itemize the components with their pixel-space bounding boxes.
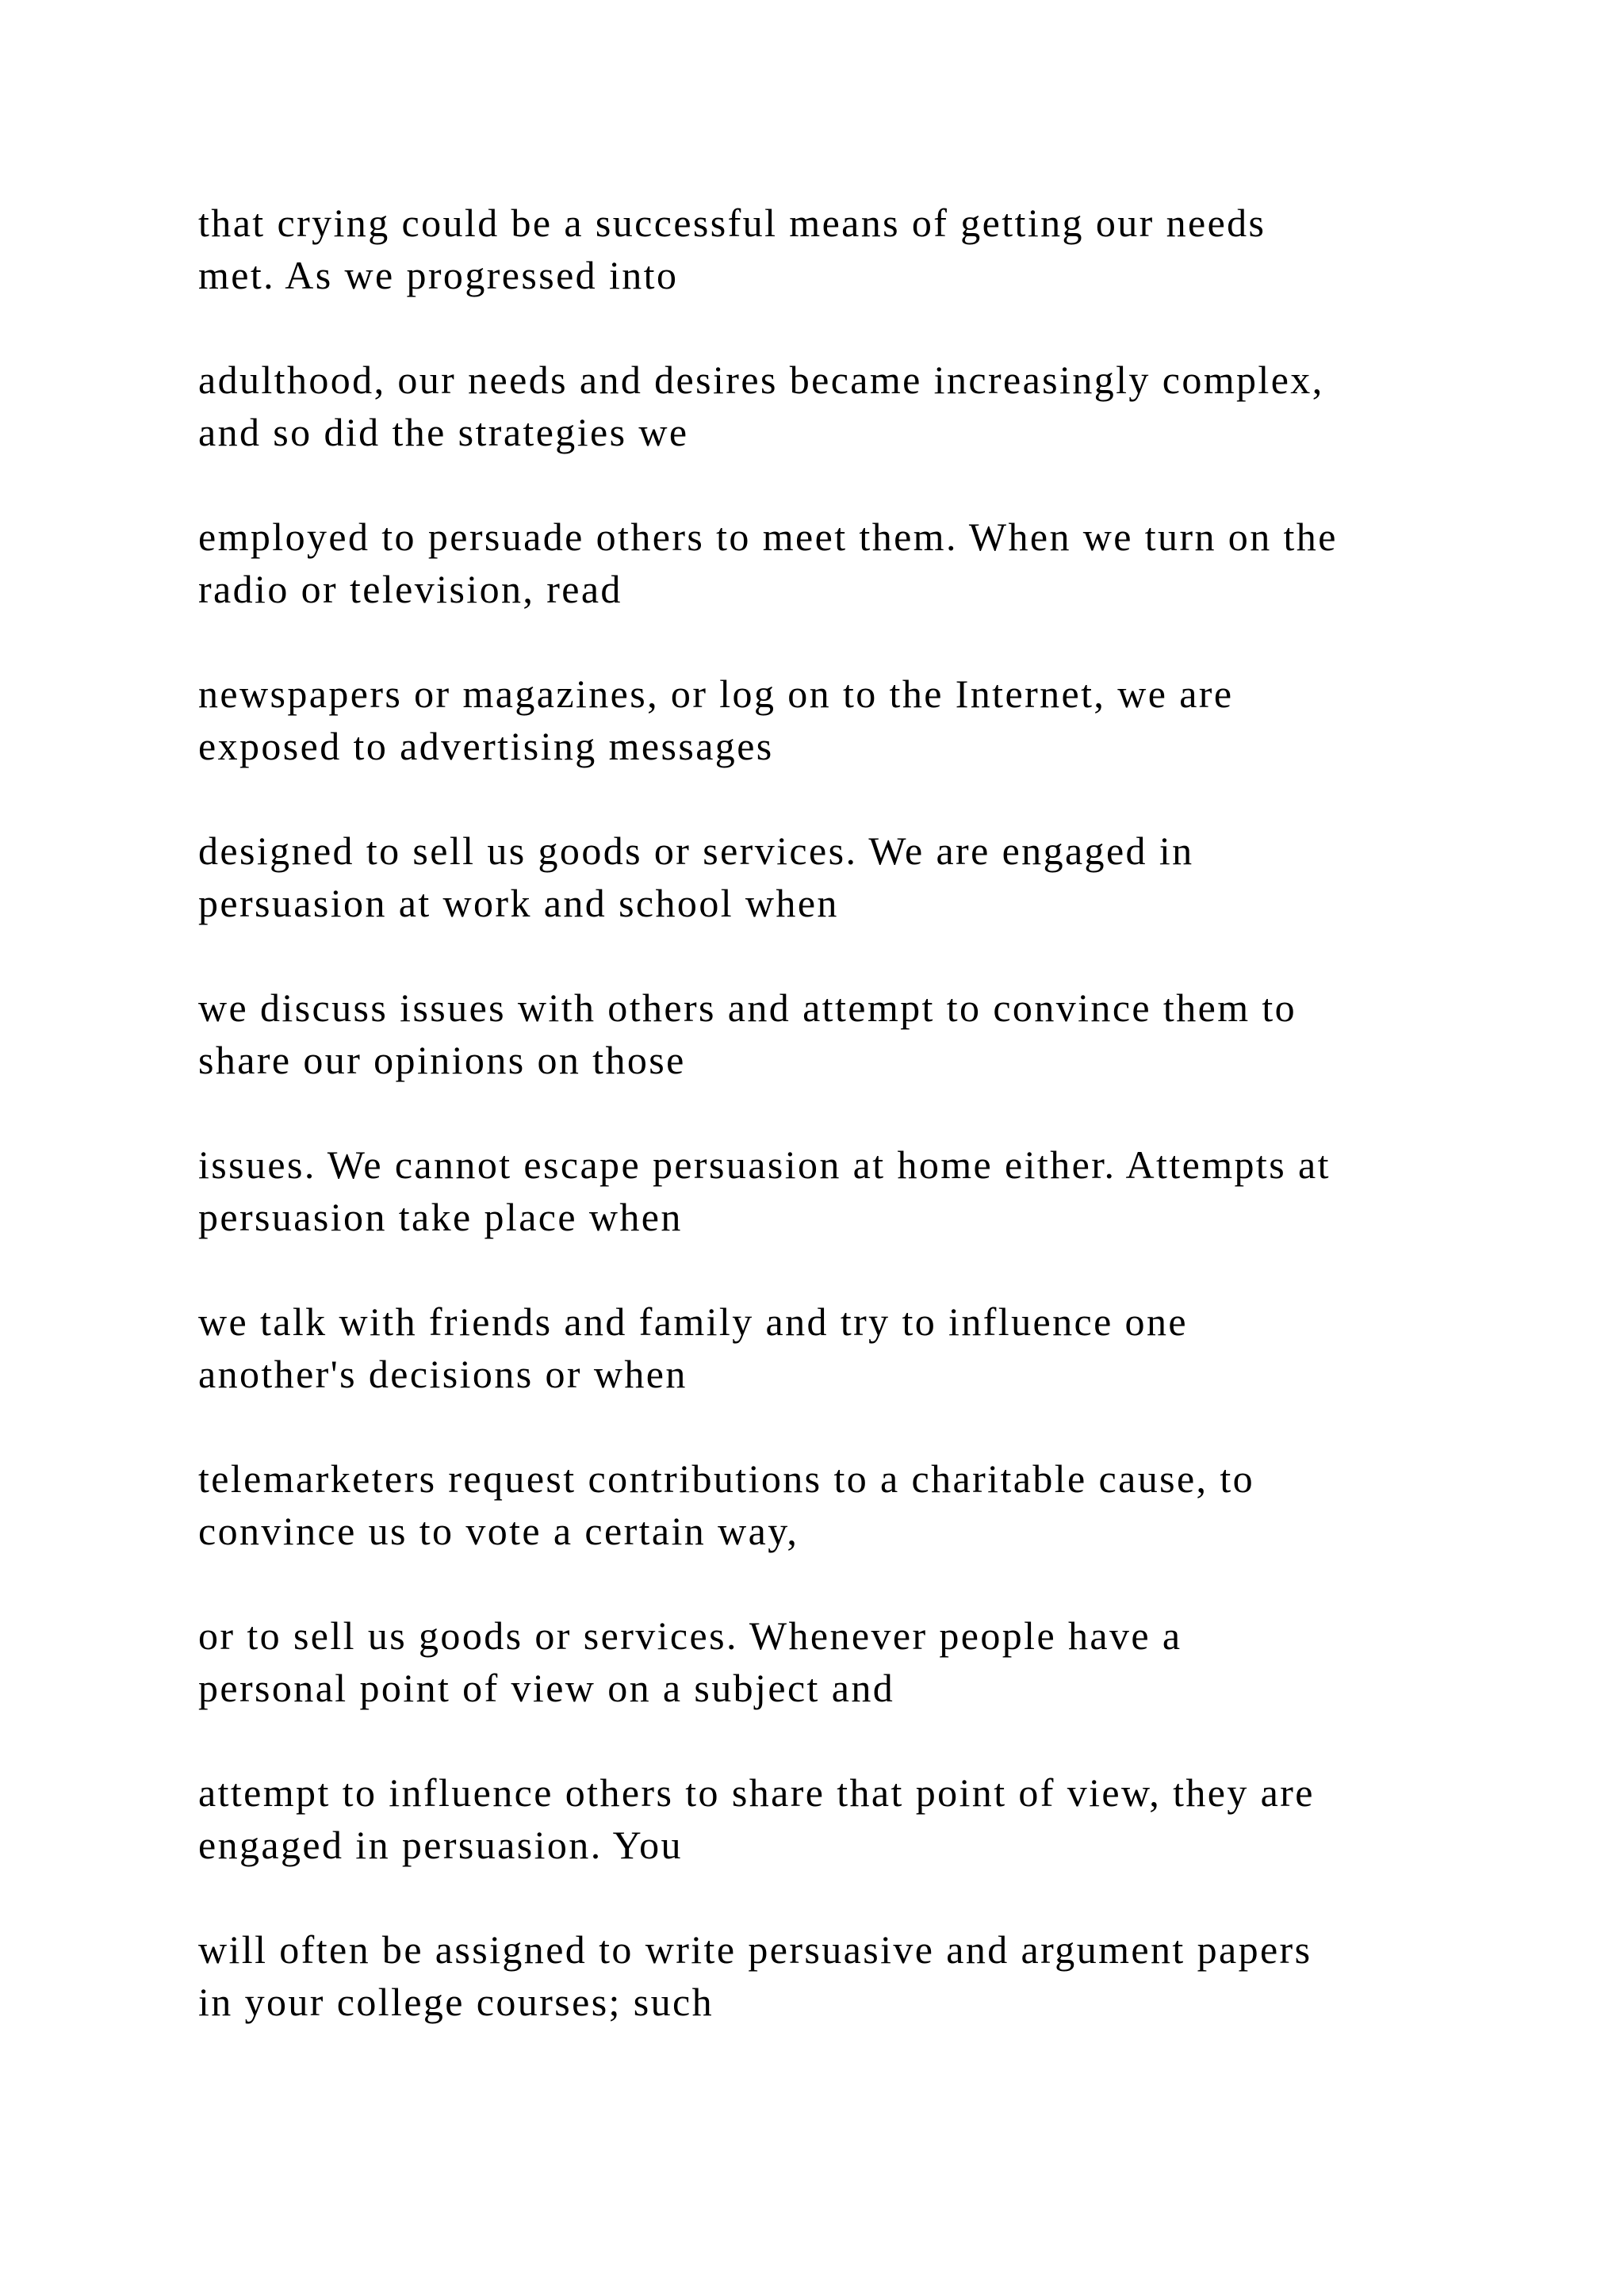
text-line: exposed to advertising messages [198, 724, 774, 768]
text-line: persuasion at work and school when [198, 881, 839, 925]
text-line: employed to persuade others to meet them. When we turn on the [198, 515, 1338, 559]
text-line: will often be assigned to write persuasive and argument papers [198, 1927, 1312, 1972]
text-line: that crying could be a successful means of getting our needs [198, 201, 1266, 245]
paragraph [198, 982, 1467, 1086]
text-line: designed to sell us goods or services. We are engaged in [198, 828, 1194, 873]
paragraph [198, 668, 1467, 772]
text-line: or to sell us goods or services. Whenever people have a [198, 1613, 1182, 1658]
text-line: we discuss issues with others and attempt to convince them to [198, 985, 1297, 1030]
text-line: newspapers or magazines, or log on to the Internet, we are [198, 672, 1234, 716]
paragraph [198, 1766, 1467, 1871]
text-line: another's decisions or when [198, 1352, 688, 1396]
text-line: we talk with friends and family and try to influence one [198, 1299, 1188, 1344]
text-line: issues. We cannot escape persuasion at home either. Attempts at [198, 1142, 1331, 1187]
text-line: and so did the strategies we [198, 410, 689, 454]
paragraph [198, 1452, 1467, 1557]
text-line: attempt to influence others to share that point of view, they are [198, 1770, 1315, 1815]
paragraph [198, 1609, 1467, 1714]
text-line: persuasion take place when [198, 1195, 683, 1239]
paragraph [198, 1138, 1467, 1243]
text-line: convince us to vote a certain way, [198, 1509, 799, 1553]
body-text [198, 197, 1467, 2080]
text-line: met. As we progressed into [198, 253, 679, 297]
text-line: engaged in persuasion. You [198, 1823, 683, 1867]
paragraph [198, 1923, 1467, 2028]
text-line: share our opinions on those [198, 1038, 686, 1082]
text-line: radio or television, read [198, 567, 622, 611]
text-line: adulthood, our needs and desires became increasingly complex, [198, 358, 1324, 402]
paragraph [198, 354, 1467, 458]
text-line: in your college courses; such [198, 1980, 714, 2024]
text-line: personal point of view on a subject and [198, 1666, 895, 1710]
paragraph [198, 197, 1467, 301]
paragraph [198, 511, 1467, 615]
text-line: telemarketers request contributions to a charitable cause, to [198, 1456, 1255, 1501]
paragraph [198, 1295, 1467, 1400]
paragraph [198, 825, 1467, 929]
